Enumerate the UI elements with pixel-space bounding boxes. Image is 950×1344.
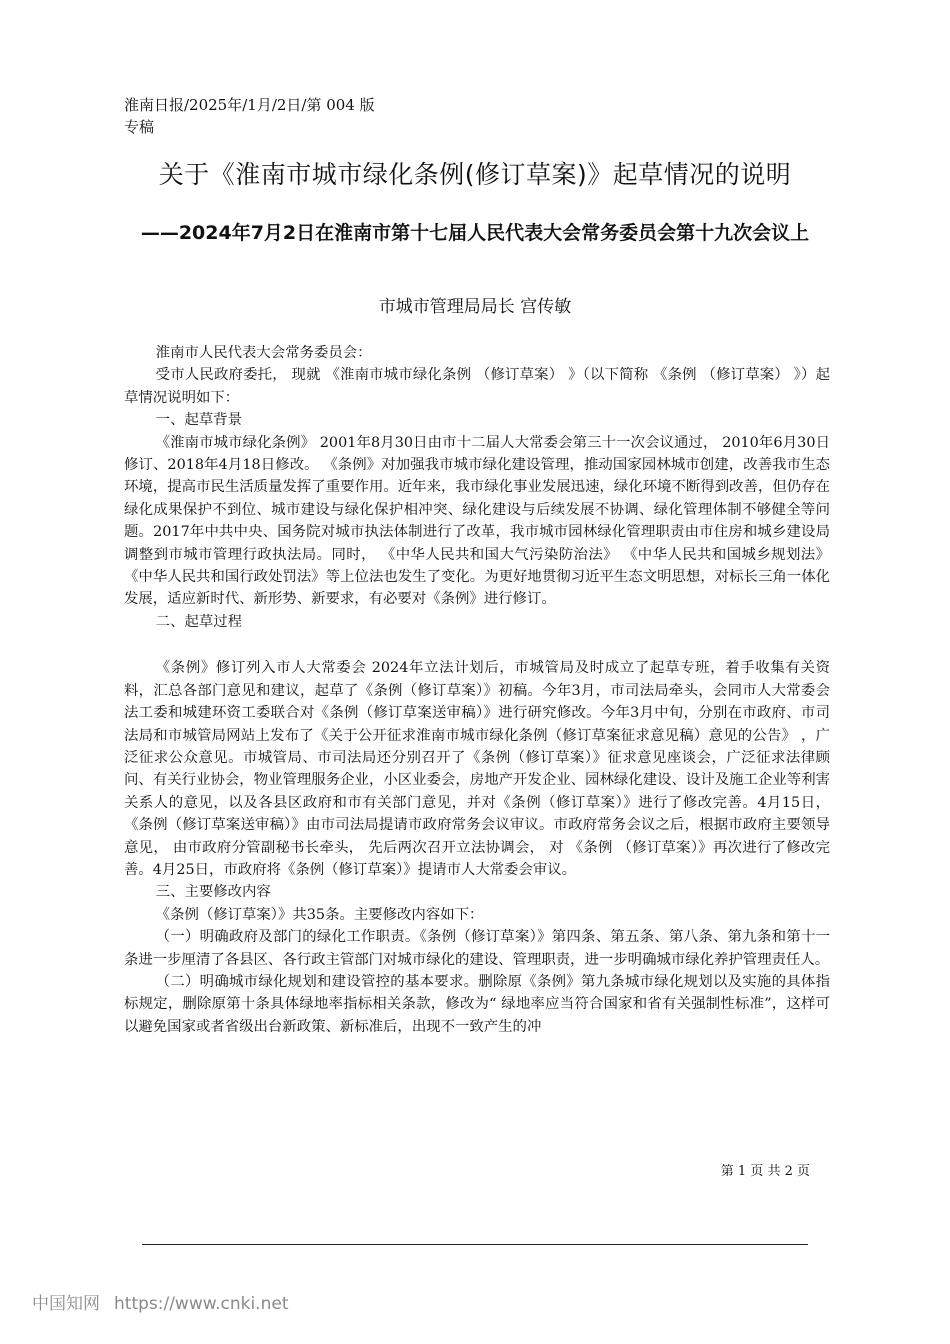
change-item-1: （一）明确政府及部门的绿化工作职责。《条例（修订草案）》第四条、第五条、第八条、第九条和第十一条进一步厘清了各县区、各行政主管部门对城市绿化的建设、管理职责，进一步明确城市绿化养护管理责任人。 [124, 929, 830, 968]
change-item-2: （二）明确城市绿化规划和建设管控的基本要求。删除原《条例》第九条城市绿化规划以及实施的具体指标规定，删除原第十条具体绿地率指标相关条款，修改为“ 绿地率应当符合国家和省有关强制性标准”，这样可以避免国家或者省级出台新政策、新标准后，出现不一致产生的冲 [124, 973, 830, 1035]
watermark-brand: 中国知网 [32, 1294, 100, 1314]
article-title: 关于《淮南市城市绿化条例(修订草案)》起草情况的说明 [158, 160, 792, 189]
article-author: 市城市管理局局长 宫传敏 [378, 297, 572, 317]
changes-summary: 《条例（修订草案）》共35条。主要修改内容如下： [155, 906, 484, 923]
newspaper-source: 淮南日报/2025年/1月/2日/第 004 版专稿 [124, 96, 375, 136]
intro-paragraph: 受市人民政府委托， 现就 《淮南市城市绿化条例 （修订草案） 》（以下简称 《条例 （修订草案） 》）起草情况说明如下： [124, 367, 830, 406]
process-paragraph: 《条例》修订列入市人大常委会 2024年立法计划后，市城管局及时成立了起草专班，着手收集有关资料，汇总各部门意见和建议，起草了《条例（修订草案）》初稿。今年3月，市司法局牵头，会同市人大常委会法工委和城建环资工委联合对《条例（修订草案送审稿）》进行研究修改。今年3月中旬，分别在市政府、市司法局和市城管局网站上发布了《关于公开征求淮南市城市绿化条例（修订草案征求意见稿）意见的公告》 ，广泛征求公众意见。市城管局、市司法局还分别召开了《条例（修订草案）》征求意见座谈会，广泛征求法律顾问、有关行业协会，物业管理服务企业，小区业委会，房地产开发企业、园林绿化建设、设计及施工企业等利害关系人的意见，以及各县区政府和市有关部门意见，并对《条例（修订草案）》进行了修改完善。4月15日， 《条例（修订草案送审稿）》由市司法局提请市政府常务会议审议。市政府常务会议之后，根据市政府主要领导意见， 由市政府分管副秘书长牵头， 先后两次召开立法协调会， 对 《条例 （修订草案）》再次进行了修改完善。4月25日，市政府将《条例（修订草案）》提请市人大常委会审议。 [124, 660, 830, 878]
article-body [124, 342, 830, 1038]
section-heading-process: 二、起草过程 [155, 613, 243, 630]
article-subtitle: ——2024年7月2日在淮南市第十七届人民代表大会常务委员会第十九次会议上 [140, 222, 810, 244]
watermark-url[interactable]: https://www.cnki.net [114, 1294, 289, 1314]
section-heading-background: 一、起草背景 [155, 412, 243, 429]
watermark [32, 1292, 288, 1316]
page-number: 第 1 页 共 2 页 [720, 1164, 810, 1179]
salutation: 淮南市人民代表大会常务委员会： [155, 345, 372, 361]
paragraph-gap [124, 633, 830, 657]
section-heading-changes: 三、主要修改内容 [155, 884, 271, 901]
footer-divider [142, 1244, 808, 1245]
background-paragraph: 《淮南市城市绿化条例》 2001年8月30日由市十二届人大常委会第三十一次会议通过， 2010年6月30日修订、2018年4月18日修改。 《条例》对加强我市城市绿化建设管理，推动国家园林城市创建，改善我市生态环境，提高市民生活质量发挥了重要作用。近年来，我市绿化事业发展迅速，绿化环境不断得到改善，但仍存在绿化成果保护不到位、城市建设与绿化保护相冲突、绿化建设与后续发展不协调、绿化管理体制不够健全等问题。2017年中共中央、国务院对城市执法体制进行了改革，我市城市园林绿化管理职责由市住房和城乡建设局调整到市城市管理行政执法局。同时， 《中华人民共和国大气污染防治法》 《中华人民共和国城乡规划法》 《中华人民共和国行政处罚法》等上位法也发生了变化。为更好地贯彻习近平生态文明思想，对标长三角一体化发展，适应新时代、新形势、新要求，有必要对《条例》进行修订。 [124, 434, 830, 608]
